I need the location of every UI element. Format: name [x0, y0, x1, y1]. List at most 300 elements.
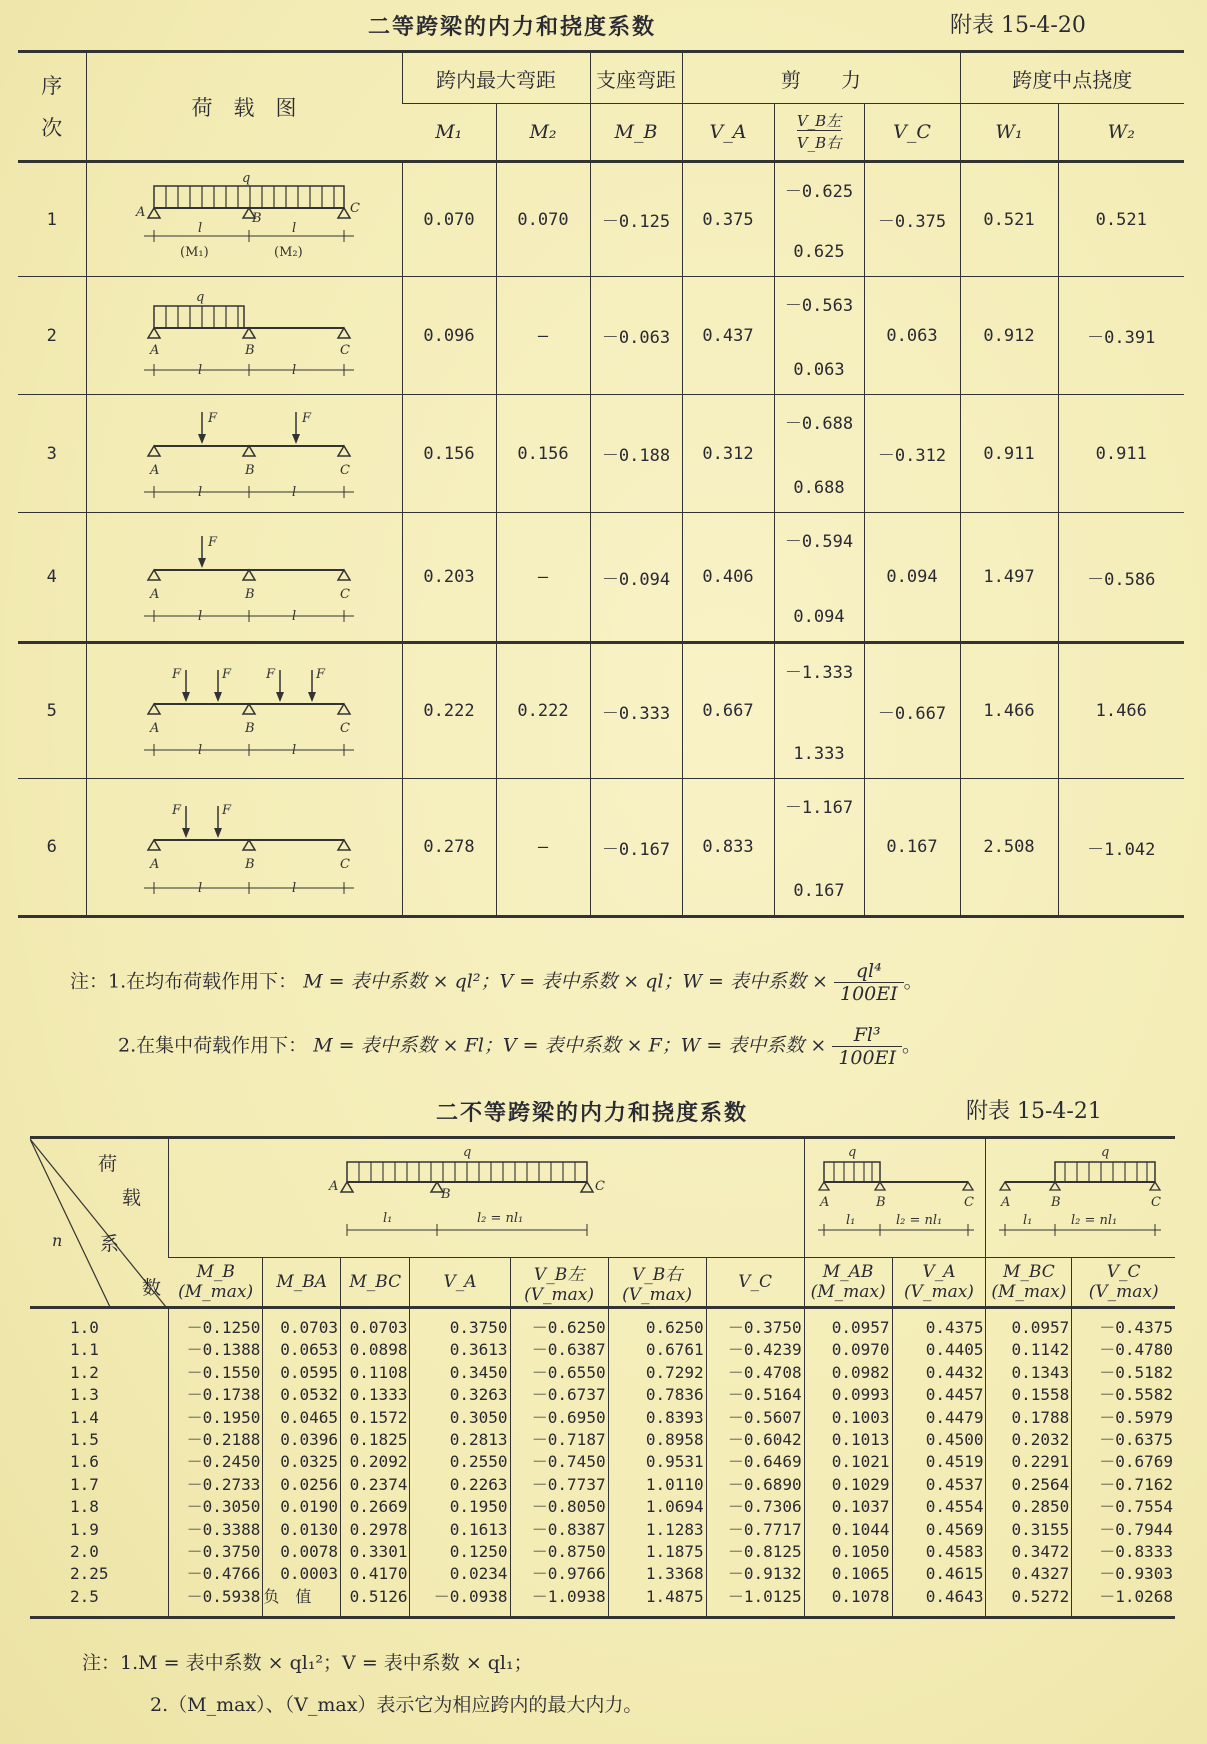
col-vbl-header: V_B左 (V_max): [510, 1258, 608, 1308]
svg-text:l: l: [292, 484, 297, 500]
mb-cell: －0.188: [590, 395, 682, 513]
note1-prefix: 注：1.在均布荷载作用下：: [70, 970, 298, 993]
svg-text:F: F: [172, 803, 182, 818]
mb-cell: －0.125: [590, 162, 682, 277]
vc-cell: －0.375: [864, 162, 960, 277]
cell: －0.0938: [433, 1586, 508, 1606]
vb-right-header: V_B右: [796, 134, 842, 152]
vb-right-value: 0.094: [793, 607, 845, 627]
cell: －1.0125: [727, 1586, 802, 1606]
cell: －0.6769: [1099, 1452, 1173, 1472]
load-diagram-5: [86, 643, 402, 779]
m1-cell: 0.096: [402, 277, 496, 395]
corner-load-2: 载: [122, 1187, 142, 1209]
cell: 0.3450: [449, 1362, 508, 1382]
m1-cell: 0.156: [402, 395, 496, 513]
col-va-max: [892, 1308, 986, 1618]
table-row: [18, 277, 1184, 395]
cell: 0.1044: [831, 1519, 890, 1539]
cell: 0.0957: [831, 1318, 890, 1337]
cell: 0.0256: [280, 1474, 338, 1494]
col-mbc-max-header: M_BC (M_max): [986, 1258, 1072, 1308]
w1-cell: 1.466: [960, 643, 1058, 779]
cell: 0.4569: [925, 1519, 984, 1539]
cell: 0.6250: [645, 1318, 704, 1337]
cell: 0.7292: [645, 1362, 704, 1382]
cell: －0.4239: [727, 1340, 802, 1360]
cell: －0.6387: [531, 1340, 606, 1360]
cell: 0.1013: [831, 1430, 890, 1450]
table-row: [18, 779, 1184, 917]
two-point-load-beam-icon: [124, 404, 364, 504]
svg-text:q: q: [242, 170, 251, 186]
row-no: 1: [46, 209, 57, 230]
svg-text:A: A: [1000, 1195, 1011, 1210]
svg-text:l: l: [198, 609, 203, 624]
w2-header: W₂: [1058, 104, 1184, 162]
m1-cell: 0.278: [402, 779, 496, 917]
w1-cell: 0.521: [960, 162, 1058, 277]
vb-header: [774, 104, 864, 162]
svg-text:l: l: [198, 881, 203, 896]
row-no: 6: [18, 779, 86, 917]
cell: －0.6950: [531, 1407, 606, 1427]
cell: 0.1788: [1011, 1407, 1070, 1427]
m1-header: M₁: [402, 104, 496, 162]
vb-right-value: 0.688: [793, 478, 845, 498]
unequal-span-left-load-icon: [810, 1144, 980, 1248]
vb-right-value: 0.063: [793, 360, 845, 380]
table-row: [18, 395, 1184, 513]
vb-right-value: 0.167: [793, 881, 845, 901]
cell: －0.3388: [186, 1519, 261, 1539]
seq-header-top: 序: [41, 73, 63, 98]
cell: 0.0993: [831, 1385, 890, 1405]
cell: 1.3368: [645, 1564, 704, 1584]
cell: 0.0703: [349, 1318, 408, 1337]
w2-cell: －1.042: [1058, 779, 1184, 917]
svg-text:l₁: l₁: [1022, 1213, 1033, 1228]
cell: 0.4405: [925, 1340, 984, 1360]
svg-text:B: B: [245, 462, 255, 478]
table1-number: 附表 15-4-20: [950, 13, 1086, 38]
col-vbl: [510, 1308, 608, 1618]
n-value: 2.0: [70, 1542, 99, 1562]
cell: －0.2733: [186, 1474, 261, 1494]
cell: －0.7162: [1099, 1474, 1173, 1494]
cell: 0.5272: [1011, 1586, 1070, 1606]
col-mba-header: M_BA: [263, 1258, 341, 1308]
n-value: 1.9: [70, 1519, 99, 1539]
cell: 1.1875: [645, 1542, 704, 1562]
va-cell: 0.312: [682, 395, 774, 513]
cell: 0.2669: [349, 1497, 408, 1517]
vc-cell: 0.167: [864, 779, 960, 917]
svg-text:B: B: [245, 721, 255, 736]
svg-text:l: l: [198, 362, 203, 378]
load-diagram-2: [86, 277, 402, 395]
svg-text:A: A: [136, 204, 146, 220]
svg-text:C: C: [340, 462, 350, 478]
svg-text:F: F: [222, 803, 232, 818]
svg-text:F: F: [172, 667, 182, 682]
w1-cell: 0.912: [960, 277, 1058, 395]
table2-note-2: 2.（M_max）、（V_max）表示它为相应跨内的最大内力。: [150, 1694, 643, 1716]
svg-text:F: F: [208, 535, 218, 550]
n-value: 1.4: [70, 1407, 99, 1427]
table-row: [18, 162, 1184, 277]
cell: －0.9766: [531, 1564, 606, 1584]
m2-cell: —: [496, 277, 590, 395]
col-vc: [706, 1308, 804, 1618]
cell: －0.8750: [531, 1542, 606, 1562]
cell: 1.4875: [645, 1586, 704, 1606]
cell: 0.1572: [349, 1407, 408, 1427]
cell: 0.8393: [645, 1407, 704, 1427]
cell: 0.0970: [831, 1340, 890, 1360]
w2-cell: 0.911: [1058, 395, 1184, 513]
vb-left-value: －1.333: [784, 663, 854, 683]
col-mab: [804, 1308, 892, 1618]
cell: 0.0703: [280, 1318, 338, 1337]
col-mbc-header: M_BC: [341, 1258, 410, 1308]
cell: 0.0653: [280, 1340, 338, 1360]
table2-number: 附表 15-4-21: [966, 1099, 1102, 1124]
cell: 0.4643: [925, 1586, 984, 1606]
cell: －0.1388: [186, 1340, 261, 1360]
load-diagram-1: [86, 162, 402, 277]
svg-text:C: C: [340, 587, 350, 602]
n-value: 2.5: [70, 1586, 99, 1606]
vb-cell: [774, 643, 864, 779]
note2-prefix: 2.在集中荷载作用下：: [118, 1034, 308, 1057]
col-mbc: [341, 1308, 410, 1618]
cell: 0.1108: [349, 1362, 408, 1382]
cell: 0.1050: [831, 1542, 890, 1562]
cell: 0.3155: [1011, 1519, 1070, 1539]
vb-cell: [774, 277, 864, 395]
cell: －0.9132: [727, 1564, 802, 1584]
va-cell: 0.406: [682, 513, 774, 643]
vc-cell: 0.094: [864, 513, 960, 643]
note1-denominator: 100EI: [840, 983, 898, 1005]
cell: 0.1825: [349, 1430, 408, 1450]
svg-text:B: B: [1050, 1195, 1061, 1210]
two-point-load-one-span-beam-icon: [124, 792, 364, 902]
svg-text:q: q: [1100, 1145, 1110, 1160]
cell: －0.9303: [1099, 1564, 1173, 1584]
m2-cell: 0.222: [496, 643, 590, 779]
cell: 0.4457: [925, 1385, 984, 1405]
mb-cell: －0.333: [590, 643, 682, 779]
m2-cell: —: [496, 513, 590, 643]
col-mb-header: M_B (M_max): [169, 1258, 263, 1308]
cell: 0.3613: [449, 1340, 508, 1360]
cell: －0.6375: [1099, 1430, 1173, 1450]
m2-cell: —: [496, 779, 590, 917]
note2-end: 。: [901, 1034, 921, 1057]
svg-text:q: q: [848, 1145, 857, 1160]
cell: 1.0110: [645, 1474, 704, 1494]
cell: 0.3301: [349, 1542, 408, 1562]
cell: －0.7717: [727, 1519, 802, 1539]
vc-cell: 0.063: [864, 277, 960, 395]
cell: 0.4519: [925, 1452, 984, 1472]
n-value: 1.5: [70, 1430, 99, 1450]
cell: －0.4375: [1099, 1318, 1173, 1337]
col-vbr: [608, 1308, 706, 1618]
cell: －0.7450: [531, 1452, 606, 1472]
va-cell: 0.833: [682, 779, 774, 917]
row-no: 5: [46, 701, 57, 721]
table2-title: 二不等跨梁的内力和挠度系数: [436, 1100, 749, 1126]
cell: 0.1558: [1011, 1385, 1070, 1405]
cell: －0.6250: [531, 1318, 606, 1337]
cell: 0.4432: [925, 1362, 984, 1382]
deflection-header: 跨度中点挠度: [960, 52, 1184, 104]
cell: 0.4375: [925, 1318, 984, 1337]
cell: －1.0938: [531, 1586, 606, 1606]
svg-text:l: l: [198, 220, 203, 236]
note1-fraction: [834, 960, 904, 1005]
cell: 0.3050: [449, 1407, 508, 1427]
svg-text:l: l: [198, 484, 203, 500]
cell: －0.7187: [531, 1430, 606, 1450]
n-value: 1.6: [70, 1452, 99, 1472]
corner-load-1: 荷: [98, 1153, 118, 1175]
vb-cell: [774, 513, 864, 643]
note1-end: 。: [903, 970, 923, 993]
cell: 0.4583: [925, 1542, 984, 1562]
row-no: 4: [18, 513, 86, 643]
svg-text:C: C: [340, 721, 350, 736]
corner-header: [30, 1138, 169, 1308]
vb-cell: [774, 162, 864, 277]
n-column: [30, 1308, 169, 1618]
cell: 0.0982: [831, 1362, 890, 1382]
col-mb: [169, 1308, 263, 1618]
partial-uniform-load-beam-icon: [124, 286, 364, 386]
cell: 0.4537: [925, 1474, 984, 1494]
vb-right-value: 1.333: [793, 744, 845, 764]
mb-cell: －0.063: [590, 277, 682, 395]
svg-text:A: A: [150, 342, 160, 358]
svg-text:l: l: [292, 743, 297, 758]
svg-text:(M₁): (M₁): [180, 244, 209, 260]
table2-note-1: 注：1.M = 表中系数 × ql₁²；V = 表中系数 × ql₁；: [82, 1652, 533, 1674]
svg-text:l: l: [198, 743, 203, 758]
vb-left-value: －0.563: [784, 296, 854, 316]
svg-text:A: A: [150, 721, 160, 736]
col-vc-max-header: V_C (V_max): [1072, 1258, 1175, 1308]
cell: 0.5126: [349, 1586, 408, 1606]
cell: 1.0694: [645, 1497, 704, 1517]
cell: 0.0396: [280, 1430, 338, 1450]
svg-text:C: C: [340, 342, 350, 358]
note2-fraction: [832, 1024, 902, 1069]
svg-text:l: l: [292, 609, 297, 624]
cell: －0.5979: [1099, 1407, 1173, 1427]
cell: 0.1078: [831, 1586, 890, 1606]
cell: 0.0898: [349, 1340, 408, 1360]
cell: 0.3750: [449, 1318, 508, 1337]
cell: －0.5582: [1099, 1385, 1173, 1405]
table1: [18, 50, 1184, 918]
cell: －0.8387: [531, 1519, 606, 1539]
svg-text:B: B: [440, 1187, 451, 1202]
table1-note-2: [118, 1024, 921, 1069]
cell: 0.1037: [831, 1497, 890, 1517]
col-vc-max: [1072, 1308, 1175, 1618]
svg-text:A: A: [150, 587, 160, 602]
shear-header: 剪 力: [682, 52, 960, 104]
note2-denominator: 100EI: [838, 1047, 896, 1069]
corner-coef: 系: [100, 1233, 120, 1255]
vb-cell: [774, 779, 864, 917]
support-moment-header: 支座弯距: [590, 52, 682, 104]
m2-cell: 0.070: [496, 162, 590, 277]
cell: 0.4554: [925, 1497, 984, 1517]
cell: 0.0130: [280, 1519, 338, 1539]
cell: －0.3050: [186, 1497, 261, 1517]
cell: 0.2978: [349, 1519, 408, 1539]
vb-left-value: －0.625: [784, 182, 854, 202]
cell: 0.4479: [925, 1407, 984, 1427]
n-value: 1.0: [70, 1318, 99, 1337]
cell: －0.3750: [186, 1542, 261, 1562]
w2-cell: －0.391: [1058, 277, 1184, 395]
w1-cell: 1.497: [960, 513, 1058, 643]
mb-cell: －0.167: [590, 779, 682, 917]
cell: 0.1950: [449, 1497, 508, 1517]
svg-text:l₂ = nl₁: l₂ = nl₁: [896, 1213, 943, 1228]
cell: 0.6761: [645, 1340, 704, 1360]
vb-left-value: －0.688: [784, 414, 854, 434]
svg-text:l₁: l₁: [382, 1211, 392, 1226]
unequal-span-full-load-icon: [327, 1144, 647, 1248]
vb-cell: [774, 395, 864, 513]
svg-text:l: l: [292, 220, 297, 236]
note2-body: M = 表中系数 × Fl；V = 表中系数 × F；W = 表中系数 ×: [313, 1034, 827, 1057]
cell: 0.1333: [349, 1385, 408, 1405]
col-va-max-header: V_A (V_max): [892, 1258, 986, 1308]
corner-n: n: [52, 1231, 63, 1250]
va-cell: 0.375: [682, 162, 774, 277]
cell: 0.1003: [831, 1407, 890, 1427]
cell: 0.1613: [449, 1519, 508, 1539]
vb-left-value: －1.167: [784, 798, 854, 818]
unequal-span-right-load-icon: [991, 1144, 1171, 1248]
cell: －0.1738: [186, 1385, 261, 1405]
svg-text:F: F: [208, 410, 218, 426]
cell: －0.4780: [1099, 1340, 1173, 1360]
col-mbc-max: [986, 1308, 1072, 1618]
svg-text:q: q: [462, 1145, 471, 1160]
vb-right-value: 0.625: [793, 242, 845, 262]
svg-text:l: l: [292, 362, 297, 378]
cell: －0.2450: [186, 1452, 261, 1472]
svg-text:(M₂): (M₂): [274, 244, 303, 260]
cell: 0.2263: [449, 1474, 508, 1494]
cell: 0.3263: [449, 1385, 508, 1405]
svg-text:l₂ = nl₁: l₂ = nl₁: [1070, 1213, 1118, 1228]
w1-cell: 0.911: [960, 395, 1058, 513]
vc-cell: －0.667: [864, 643, 960, 779]
cell: 0.2291: [1011, 1452, 1070, 1472]
svg-text:C: C: [594, 1179, 605, 1194]
four-point-load-beam-icon: [124, 656, 364, 766]
vb-left-header: V_B左: [796, 112, 842, 130]
cell: 0.0595: [280, 1362, 338, 1382]
cell: －0.6550: [531, 1362, 606, 1382]
cell: －0.6737: [531, 1385, 606, 1405]
cell: 0.1343: [1011, 1362, 1070, 1382]
cell: 0.0078: [280, 1542, 338, 1562]
svg-text:l₂ = nl₁: l₂ = nl₁: [476, 1211, 523, 1226]
m2-cell: 0.156: [496, 395, 590, 513]
col-va: [410, 1308, 510, 1618]
m1-cell: 0.070: [402, 162, 496, 277]
cell: 0.0532: [280, 1385, 338, 1405]
table2: [30, 1136, 1175, 1619]
svg-text:B: B: [245, 587, 255, 602]
cell: 0.4170: [349, 1564, 408, 1584]
cell: 0.2374: [349, 1474, 408, 1494]
svg-text:C: C: [340, 857, 350, 872]
cell: －0.7944: [1099, 1519, 1173, 1539]
vb-left-value: －0.594: [784, 532, 854, 552]
cell: 1.1283: [645, 1519, 704, 1539]
svg-text:A: A: [150, 857, 160, 872]
svg-text:C: C: [1150, 1195, 1161, 1210]
single-point-load-beam-icon: [124, 522, 364, 632]
svg-text:A: A: [150, 462, 160, 478]
load-diagram-3: [86, 395, 402, 513]
cell: 0.2813: [449, 1430, 508, 1450]
cell: 0.2850: [1011, 1497, 1070, 1517]
cell: 0.1021: [831, 1452, 890, 1472]
w2-cell: 1.466: [1058, 643, 1184, 779]
diagram-full-load: [169, 1138, 804, 1258]
svg-text:B: B: [245, 857, 255, 872]
cell: －0.6042: [727, 1430, 802, 1450]
w1-header: W₁: [960, 104, 1058, 162]
row-no: 2: [46, 325, 57, 346]
cell: 0.7836: [645, 1385, 704, 1405]
n-value: 2.25: [70, 1564, 109, 1584]
cell: 0.1250: [449, 1542, 508, 1562]
cell: －0.5938: [186, 1586, 261, 1606]
diagram-left-load: [804, 1138, 986, 1258]
cell: －0.5607: [727, 1407, 802, 1427]
cell: －0.7737: [531, 1474, 606, 1494]
table-row: [18, 643, 1184, 779]
n-value: 1.8: [70, 1497, 99, 1517]
m1-cell: 0.222: [402, 643, 496, 779]
cell: 0.2032: [1011, 1430, 1070, 1450]
cell: 0.2564: [1011, 1474, 1070, 1494]
svg-text:C: C: [350, 200, 360, 216]
cell: －0.8050: [531, 1497, 606, 1517]
load-diagram-4: [86, 513, 402, 643]
cell: 0.0465: [280, 1407, 338, 1427]
svg-text:F: F: [266, 667, 276, 682]
cell: －0.5164: [727, 1385, 802, 1405]
w2-cell: 0.521: [1058, 162, 1184, 277]
col-vc-header: V_C: [706, 1258, 804, 1308]
cell: －0.8125: [727, 1542, 802, 1562]
table1-title: 二等跨梁的内力和挠度系数: [368, 14, 657, 40]
